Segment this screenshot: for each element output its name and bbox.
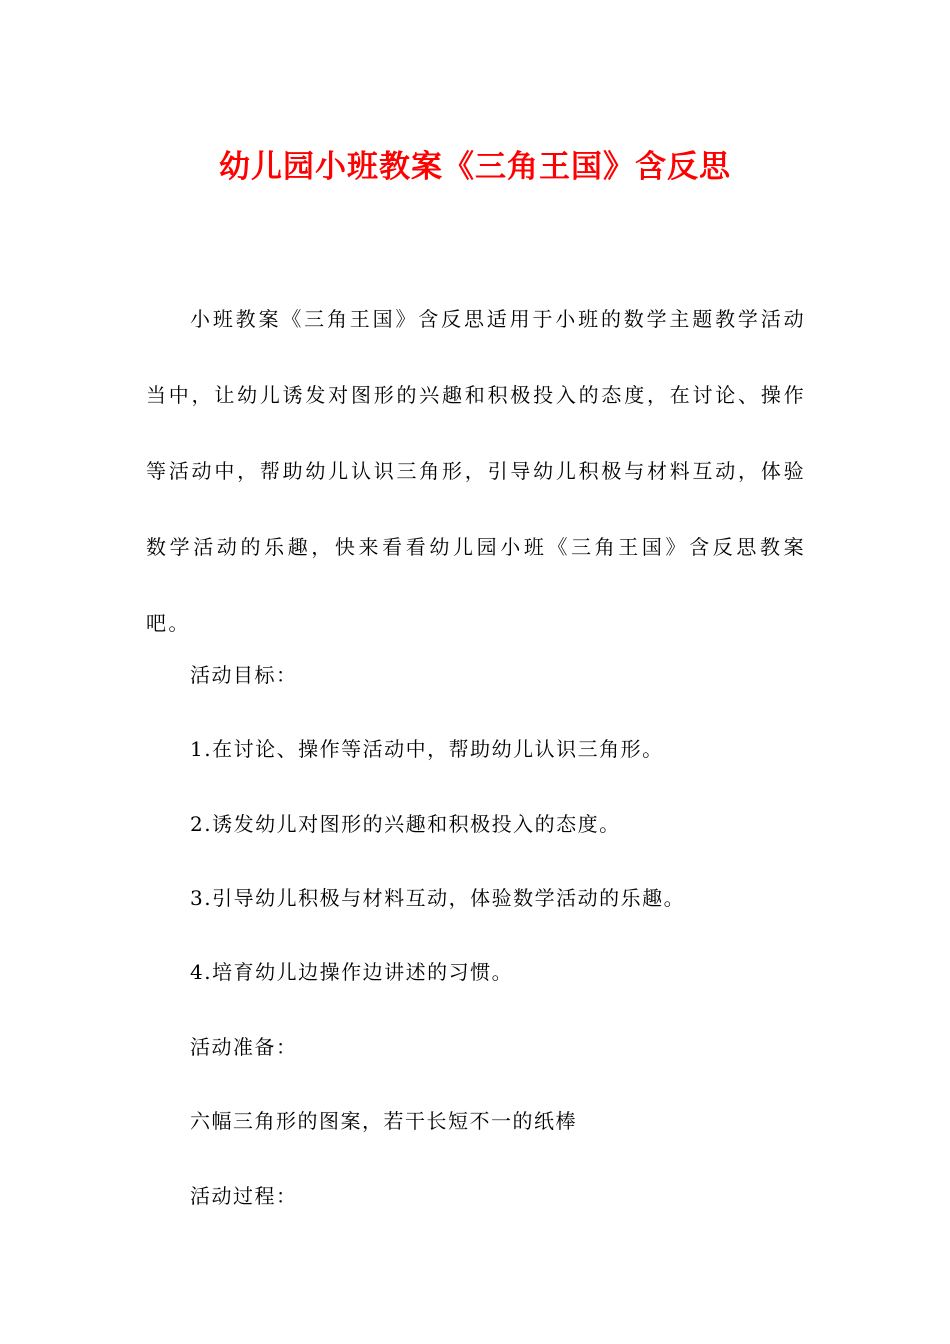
- document-title: 幼儿园小班教案《三角王国》含反思: [219, 149, 731, 185]
- goal-item-2: 2.诱发幼儿对图形的兴趣和积极投入的态度。: [190, 812, 621, 836]
- goal-item-3: 3.引导幼儿积极与材料互动，体验数学活动的乐趣。: [190, 886, 686, 910]
- prep-text: 六幅三角形的图案，若干长短不一的纸棒: [190, 1109, 577, 1133]
- intro-paragraph: 小班教案《三角王国》含反思适用于小班的数学主题教学活动当中，让幼儿诱发对图形的兴趣和积极投入的态度，在讨论、操作等活动中，帮助幼儿认识三角形，引导幼儿积极与材料互动，体验数学活动的乐趣，快来看看幼儿园小班《三角王国》含反思教案吧。: [146, 307, 806, 635]
- goal-item-4: 4.培育幼儿边操作边讲述的习惯。: [190, 960, 514, 984]
- process-heading: 活动过程：: [190, 1184, 298, 1208]
- prep-heading: 活动准备：: [190, 1035, 298, 1059]
- goals-heading: 活动目标：: [190, 663, 298, 687]
- goal-item-1: 1.在讨论、操作等活动中，帮助幼儿认识三角形。: [190, 737, 664, 761]
